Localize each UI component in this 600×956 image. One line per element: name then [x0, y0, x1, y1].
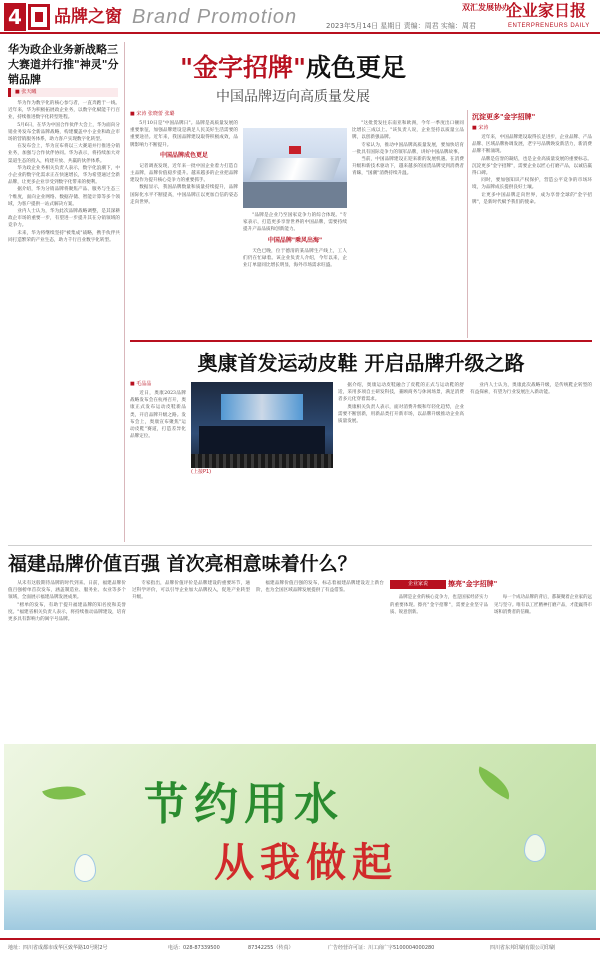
bottom-headline: 福建品牌价值百强 首次亮相意味着什么？ [8, 553, 357, 575]
water-drop-icon [524, 834, 546, 862]
paragraph: 近日，奥康2023品牌战略发布会在杭州召开，奥康正式发布运动皮鞋新品类，开启品牌升级之路。发布会上，奥康宣布聚焦"运动皮鞋"赛道，打造差异化品牌定位。 [130, 391, 186, 440]
top-article-col1 [130, 120, 238, 332]
subhead: 中国品牌成色更足 [159, 151, 208, 159]
paragraph: 据介绍，华为分销品牌将聚焦产品、服务与生态三个维度，面向企业网络、数据存储、智能计算等多个领域，为客户提供一站式解决方案。 [8, 187, 120, 207]
newspaper-logo: 企业家日报 [506, 1, 587, 20]
paragraph: 数据显示，我国品牌数量和质量持续提升，品牌国际化水平不断提高，中国品牌正以更加自信的姿态走向世界。 [130, 185, 238, 205]
section-divider [8, 545, 592, 546]
column-divider [467, 110, 468, 338]
paragraph: "这批货发往东南亚和欧洲，今年一季度出口额同比增长三成以上。"该负责人说，企业坚持以质量立品牌，以创新强品牌。 [352, 121, 464, 141]
footer-phone: 电话：028-87339500 [168, 945, 220, 951]
issue-date: 2023年5月14日 星期日 责编：周君 实编：周君 [326, 22, 476, 30]
paragraph: 业内人士认为，华为此次品牌战略调整，是其深耕政企市场的重要一步，有望进一步提升其在分销领域的竞争力。 [8, 209, 120, 229]
launch-event-photo [191, 382, 333, 468]
page-number: 4 [4, 3, 26, 31]
paragraph: 每一个成功品牌的背后，都凝聚着企业家的远见与坚守。唯有以工匠精神打磨产品，才能赢得市场和消费者的信赖。 [494, 595, 592, 616]
poster-line-1: 节约用水 [144, 779, 344, 830]
leaf-icon [42, 778, 86, 809]
middle-article-col2 [338, 382, 464, 540]
paragraph: "榜单的发布，有助于提升福建品牌的知名度和美誉度。"福建省相关负责人表示，将持续推动品牌建设，培育更多具有影响力的闽字号品牌。 [8, 602, 126, 623]
paragraph: 当前，中国品牌建设正迎来新的发展机遇。在消费升级和新技术驱动下，越来越多的国货品牌受到消费者青睐，"国潮"消费持续升温。 [352, 157, 464, 177]
bottom-article-col1 [8, 580, 126, 738]
footer-license: 广告经营许可证：川工商广字5100004000280 [328, 945, 435, 951]
column-title: 擦亮"金字招牌" [448, 580, 498, 588]
section-logo-icon [28, 4, 50, 30]
paragraph: 专家指出，品牌价值评价是品牌建设的重要环节，通过科学评价，可以引导企业加大品牌投入，促进产业转型升级。 [132, 581, 250, 601]
left-article-body [8, 100, 120, 540]
bottom-article-col2 [132, 580, 250, 738]
middle-article-col3 [470, 382, 592, 540]
sidebar-title: 沉淀更多"金字招牌" [472, 113, 536, 121]
middle-article-col1 [130, 390, 186, 540]
column-body-a [390, 594, 488, 738]
paragraph: 福建品牌价值百强的发布，标志着福建品牌建设迈上新台阶，也为全国区域品牌发展提供了有益借鉴。 [256, 581, 384, 594]
paragraph: 据介绍，奥康运动皮鞋融合了皮鞋的正式与运动鞋的舒适，采用多项自主研发科技，兼顾商务与休闲场景，满足消费者多元化穿着需求。 [338, 383, 464, 403]
paragraph: 未来，华为将继续坚持"被集成"战略，携手伙伴共同打造繁荣的产业生态，助力千行百业数字化转型。 [8, 230, 120, 243]
continued-marker: (上接P1) [191, 469, 212, 475]
paragraph: 专家认为，推动中国品牌高质量发展，要加快培育一批具有国际竞争力的领军品牌，讲好中国品牌故事。 [352, 142, 464, 155]
footer [0, 938, 600, 956]
subhead: 中国品牌"乘风出海" [267, 236, 323, 244]
paragraph: 华为政企业务相关负责人表示，数字化浪潮下，中小企业的数字化需求正在快速增长，华为希望通过全新品牌，让更多企业享受到数字化带来的便利。 [8, 165, 120, 186]
paragraph: 奥康相关负责人表示，面对消费升级和年轻化趋势，企业需要不断创新，用新品类打开新市场，以品牌升级推动企业高质量发展。 [338, 404, 464, 425]
leaf-icon [472, 766, 516, 799]
column-divider [124, 42, 125, 542]
paragraph: 近年来，中国品牌建设取得长足进步，企业品牌、产品品牌、区域品牌协调发展，老字号品牌焕发新活力，新消费品牌不断涌现。 [472, 135, 592, 155]
sidebar-body [472, 134, 592, 334]
paragraph: 让更多中国品牌走向世界，成为享誉全球的"金字招牌"，是新时代赋予我们的使命。 [472, 192, 592, 205]
paragraph: 记者调查发现，近年来一批中国企业着力打造自主品牌，品牌价值稳步提升。越来越多的企业把品牌建设作为提升核心竞争力的重要抓手。 [130, 163, 238, 184]
water-drop-icon [74, 854, 96, 882]
paragraph: 5月6日，在华为中国合作伙伴大会上，华为面向分销业务发布全新品牌战略，构建覆盖中小企业和政企市场的营销服务体系，助力客户实现数字化转型。 [8, 122, 120, 143]
paragraph: 品牌是信誉的凝结，也是企业高质量发展的重要标志。沉淀更多"金字招牌"，需要企业以匠心打磨产品，以诚信赢得口碑。 [472, 156, 592, 177]
paragraph: "品牌是企业乃至国家竞争力的综合体现。"专家表示，打造更多享誉世界的中国品牌，需要持续提升产品品质和创新能力。 [243, 213, 347, 233]
paragraph: 天色已晚，位于德清的某品牌生产线上，工人们仍在忙碌着。该企业负责人介绍，今年以来，企业订单量同比增长明显，海外市场需求旺盛。 [243, 248, 347, 269]
ski-resort-photo [243, 128, 347, 208]
footer-fax: 87342255（传真） [248, 945, 294, 951]
section-name-en: Brand Promotion [132, 6, 298, 28]
headline-rest: 成色更足 [306, 53, 407, 82]
headline-quote: "金字招牌" [179, 53, 307, 82]
column-label: 企业家说 [390, 580, 446, 589]
top-subheadline: 中国品牌迈向高质量发展 [216, 89, 370, 105]
paragraph: 在发布会上，华为宣布将以三大赛道并行推进分销业务，加强与合作伙伴协同。华为表示，将持续加大对渠道生态的投入，构建开放、共赢的伙伴体系。 [8, 144, 120, 164]
paragraph: 5月10日是"中国品牌日"。品牌是高质量发展的重要象征，加强品牌建设是满足人民美好生活需要的重要途径。近年来，我国品牌建设取得积极成效，品牌影响力不断提升。 [130, 121, 238, 148]
water-saving-poster [4, 744, 596, 930]
middle-headline: 奥康首发运动皮鞋 开启品牌升级之路 [197, 351, 525, 375]
top-article-col2 [243, 212, 347, 332]
middle-article-byline: ■ 毛晶晶 [130, 381, 152, 387]
section-name: 品牌之窗 [54, 7, 122, 27]
footer-address: 地址：四川省成都市成华区致华路10号附2号 [8, 945, 108, 951]
sidebar-byline: ■ 宋涛 [472, 125, 489, 131]
paragraph: 品牌是企业的核心竞争力，也是国家经济实力的重要体现。擦亮"金字招牌"，需要企业坚守品质、锐意创新。 [390, 595, 488, 616]
newspaper-logo-en: ENTERPRENEURS DAILY [508, 23, 590, 29]
left-article-byline: ■ 张天曦 [8, 88, 118, 97]
masthead-slogan: 双汇发展协办 [462, 3, 510, 12]
paragraph: 业内人士认为，奥康此次战略升级，是传统鞋企转型的有益探索，有望为行业发展注入新动能。 [470, 383, 592, 396]
top-article-byline: ■ 宋涛 张晓蕾 张璐 [130, 111, 175, 117]
column-body-b [494, 594, 592, 738]
left-article-title: 华为政企业务新战略三大赛道并行推"神灵"分销品牌 [8, 43, 119, 86]
paragraph: 同时，要加强知识产权保护，营造公平竞争的市场环境，为品牌成长提供良好土壤。 [472, 178, 592, 191]
top-article-col3 [352, 120, 464, 332]
section-divider [130, 340, 592, 342]
paragraph: 从未有这般期待品牌的时代到来。日前，福建品牌价值百强榜单首次发布，涵盖制造业、服务业、农业等多个领域，全面展示福建品牌发展成果。 [8, 581, 126, 601]
poster-line-2: 从我做起 [214, 840, 398, 886]
bottom-article-col3 [256, 580, 384, 738]
top-headline [148, 52, 438, 84]
footer-printer: 四川省东邦印刷有限公司印刷 [490, 945, 556, 951]
paragraph: 华为作为数字化的核心参与者，一直奔跑于一线。近年来，华为积极拓展政企业务，以数字化赋能千行百业，持续推进数字化转型进程。 [8, 101, 120, 121]
